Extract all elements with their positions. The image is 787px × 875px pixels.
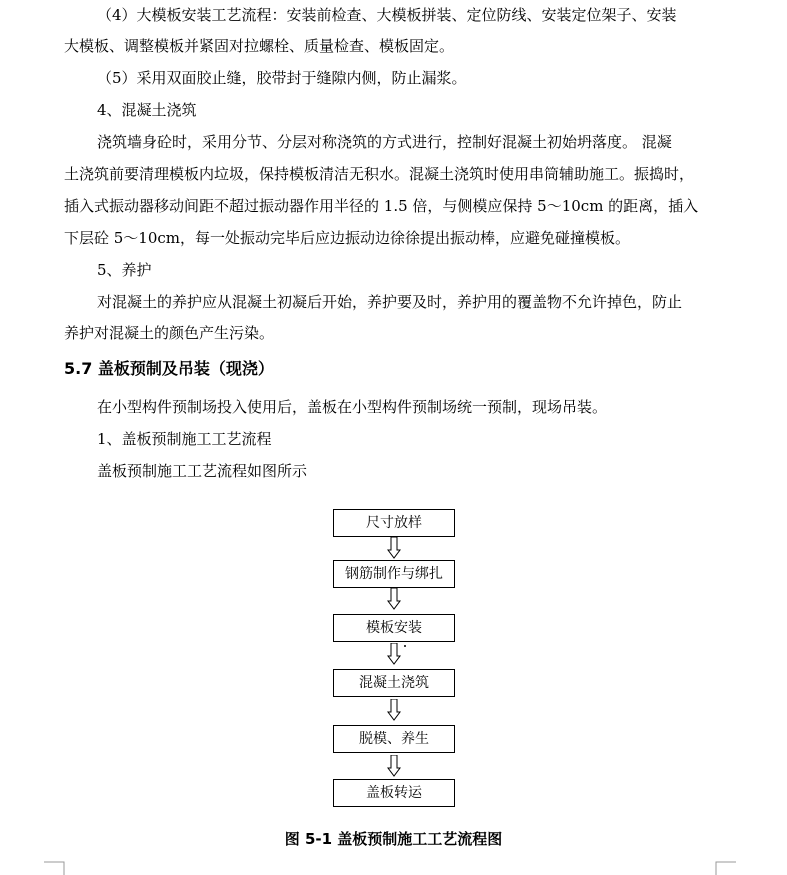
paragraph-line-7: 插入式振动器移动间距不超过振动器作用半径的 1.5 倍，与侧模应保持 5～10cm 的距离，插入 <box>64 197 699 215</box>
paragraph-line-3: （5）采用双面胶止缝，胶带封于缝隙内侧，防止漏浆。 <box>97 69 467 87</box>
down-arrow-icon <box>387 537 401 559</box>
flow-step-5: 脱模、养生 <box>333 725 455 753</box>
flow-step-4: 混凝土浇筑 <box>333 669 455 697</box>
section-paragraph-3: 盖板预制施工工艺流程如图所示 <box>97 462 308 480</box>
corner-mark-icon <box>714 861 736 875</box>
paragraph-line-8: 下层砼 5～10cm，每一处振动完毕后应边振动边徐徐提出振动棒，应避免碰撞模板。 <box>64 229 631 247</box>
paragraph-line-1: （4）大模板安装工艺流程：安装前检查、大模板拼装、定位防线、安装定位架子、安装 <box>97 6 677 24</box>
paragraph-line-5: 浇筑墙身砼时，采用分节、分层对称浇筑的方式进行，控制好混凝土初始坍落度。 混凝 <box>97 133 672 151</box>
flow-step-1: 尺寸放样 <box>333 509 455 537</box>
flow-step-2: 钢筋制作与绑扎 <box>333 560 455 588</box>
flow-step-6: 盖板转运 <box>333 779 455 807</box>
down-arrow-icon <box>387 755 401 777</box>
stray-dot <box>404 645 406 647</box>
section-paragraph-1: 在小型构件预制场投入使用后，盖板在小型构件预制场统一预制，现场吊装。 <box>97 398 608 416</box>
flow-step-3: 模板安装 <box>333 614 455 642</box>
paragraph-line-10: 对混凝土的养护应从混凝土初凝后开始，养护要及时，养护用的覆盖物不允许掉色，防止 <box>97 293 683 311</box>
figure-caption: 图 5-1 盖板预制施工工艺流程图 <box>284 830 503 848</box>
subheading-concrete-pouring: 4、混凝土浇筑 <box>97 101 197 119</box>
subheading-curing: 5、养护 <box>97 261 152 279</box>
down-arrow-icon <box>387 588 401 610</box>
paragraph-line-6: 土浇筑前要清理模板内垃圾，保持模板清洁无积水。混凝土浇筑时使用串筒辅助施工。振捣时， <box>64 165 695 183</box>
corner-mark-icon <box>44 861 66 875</box>
section-heading: 5.7 盖板预制及吊装（现浇） <box>64 359 274 378</box>
paragraph-line-11: 养护对混凝土的颜色产生污染。 <box>64 324 275 342</box>
down-arrow-icon <box>387 643 401 665</box>
down-arrow-icon <box>387 699 401 721</box>
section-subheading-process: 1、盖板预制施工工艺流程 <box>97 430 272 448</box>
paragraph-line-2: 大模板、调整模板并紧固对拉螺栓、质量检查、模板固定。 <box>64 37 455 55</box>
